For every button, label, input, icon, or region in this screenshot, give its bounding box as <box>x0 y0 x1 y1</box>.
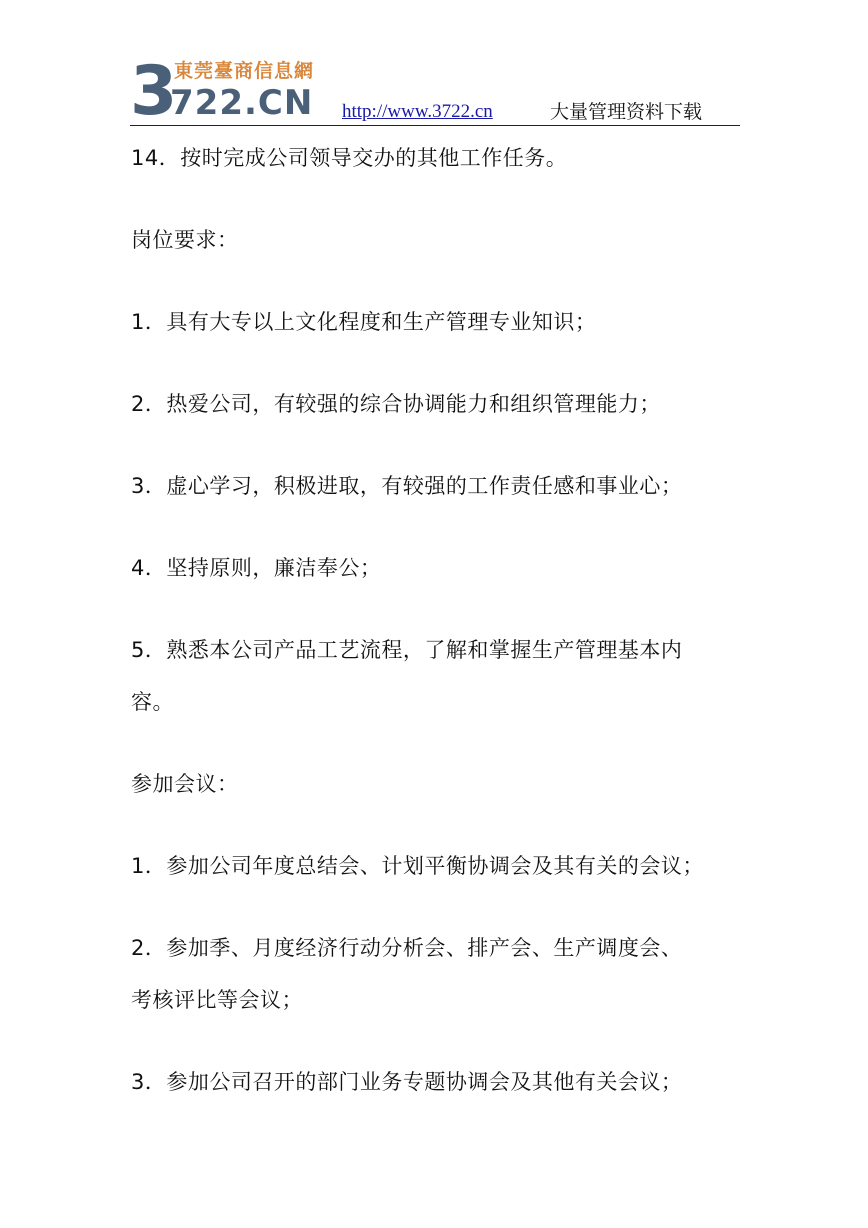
header-divider <box>130 125 740 126</box>
requirement-item-1: 1．具有大专以上文化程度和生产管理专业知识； <box>131 310 597 334</box>
heading-meetings: 参加会议： <box>131 772 239 796</box>
requirement-item-5-continued: 容。 <box>131 690 174 714</box>
page-header <box>130 52 740 131</box>
site-url-link[interactable]: http://www.3722.cn <box>342 101 493 122</box>
site-logo: 3 <box>130 52 176 131</box>
meeting-item-2-continued: 考核评比等会议； <box>131 988 303 1012</box>
paragraph-task-14: 14．按时完成公司领导交办的其他工作任务。 <box>131 146 568 170</box>
site-logo-digits: 722.CN <box>170 83 314 123</box>
requirement-item-3: 3．虚心学习，积极进取，有较强的工作责任感和事业心； <box>131 474 683 498</box>
meeting-item-3: 3．参加公司召开的部门业务专题协调会及其他有关会议； <box>131 1070 683 1094</box>
requirement-item-4: 4．坚持原则，廉洁奉公； <box>131 556 382 580</box>
requirement-item-2: 2．热爱公司，有较强的综合协调能力和组织管理能力； <box>131 392 661 416</box>
document-body <box>131 132 745 1108</box>
site-logo-chinese-name: 東莞臺商信息網 <box>174 60 315 82</box>
heading-job-requirements: 岗位要求： <box>131 228 239 252</box>
meeting-item-2: 2．参加季、月度经济行动分析会、排产会、生产调度会、 <box>131 936 683 960</box>
requirement-item-5: 5．熟悉本公司产品工艺流程，了解和掌握生产管理基本内 <box>131 638 683 662</box>
header-tagline: 大量管理资料下载 <box>550 101 703 123</box>
meeting-item-1: 1．参加公司年度总结会、计划平衡协调会及其有关的会议； <box>131 854 704 878</box>
